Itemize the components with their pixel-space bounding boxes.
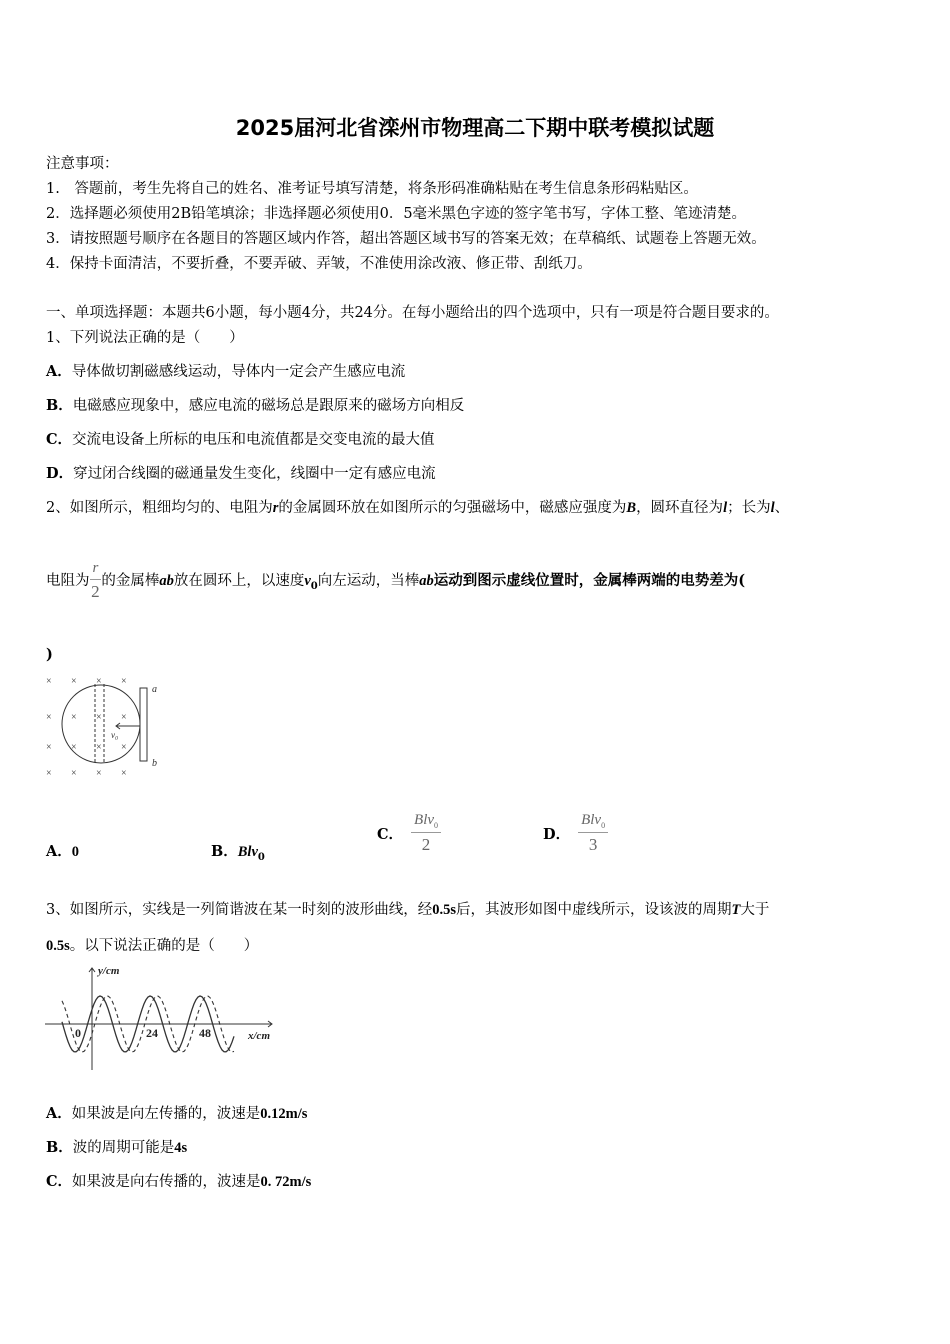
q3-value: 0.5s xyxy=(46,938,70,954)
q2-var-ab: ab xyxy=(159,573,174,589)
q3-option-a xyxy=(46,1102,307,1123)
option-text: 穿过闭合线圈的磁通量发生变化，线圈中一定有感应电流 xyxy=(73,466,436,482)
metal-rod xyxy=(140,688,147,761)
q3-text: 3、如图所示，实线是一列简谐波在某一时刻的波形曲线，经 xyxy=(46,902,433,918)
q2-var-l: l xyxy=(723,500,728,516)
q2-text: 运动到图示虚线位置时，金属棒两端的电势差为( xyxy=(433,572,746,589)
option-text: 导体做切割磁感线运动，导体内一定会产生感应电流 xyxy=(71,364,406,380)
option-letter: D． xyxy=(543,826,571,843)
q2-var-v-sub: 0 xyxy=(310,580,318,592)
q1-option-c xyxy=(46,428,435,449)
fraction-numerator: r xyxy=(90,560,102,580)
label-b: b xyxy=(152,758,157,769)
section-heading: 一、单项选择题：本题共6小题，每小题4分，共24分。在每小题给出的四个选项中，只有一项是符合题目要求的。 xyxy=(46,305,779,321)
notice-item-3: 3．请按照题号顺序在各题目的答题区域内作答，超出答题区域书写的答案无效；在草稿纸、试题卷上答题无效。 xyxy=(46,231,766,247)
q2-var-r: r xyxy=(272,500,279,516)
svg-text:×: × xyxy=(96,712,102,723)
option-value: 0.12m/s xyxy=(260,1106,308,1122)
label-a: a xyxy=(152,684,157,695)
q3-figure-wave-graph xyxy=(40,960,285,1075)
svg-text:×: × xyxy=(46,768,52,779)
svg-text:×: × xyxy=(96,676,102,687)
option-letter: B． xyxy=(46,1139,73,1156)
option-text: 交流电设备上所标的电压和电流值都是交变电流的最大值 xyxy=(72,432,435,448)
x-axis-label: x/cm xyxy=(248,1030,270,1042)
notice-item-4: 4．保持卡面清洁，不要折叠，不要弄破、弄皱，不准使用涂改液、修正带、刮纸刀。 xyxy=(46,256,592,272)
fraction-numerator: Blv xyxy=(414,812,435,828)
page-title: 2025届河北省滦州市物理高二下期中联考模拟试题 xyxy=(235,116,715,140)
fraction-numerator: Blv xyxy=(581,812,602,828)
tick-label: 0 xyxy=(75,1026,81,1040)
notice-item-1: 1. 答题前，考生先将自己的姓名、准考证号填写清楚，将条形码准确粘贴在考生信息条形码粘贴区。 xyxy=(46,181,698,197)
q2-option-b xyxy=(211,840,265,863)
q2-var-b: B xyxy=(626,500,637,516)
q1-option-d xyxy=(46,462,436,483)
q2-text: 电阻为 xyxy=(46,573,90,589)
svg-text:×: × xyxy=(46,712,52,723)
q3-option-c xyxy=(46,1170,311,1191)
q2-text: ，圆环直径为 xyxy=(636,500,724,516)
q1-option-a xyxy=(46,360,405,381)
option-value: 0. 72m/s xyxy=(260,1174,312,1190)
q2-text: ；长为 xyxy=(727,500,771,516)
option-letter: C． xyxy=(377,826,404,843)
q2-var-ab: ab xyxy=(419,573,434,589)
option-letter: A． xyxy=(46,363,72,380)
q2-text: 的金属圆环放在如图所示的匀强磁场中，磁感应强度为 xyxy=(278,500,627,516)
numerator-subscript: 0 xyxy=(434,821,439,830)
svg-text:×: × xyxy=(71,676,77,687)
option-letter: C． xyxy=(46,1173,73,1190)
svg-text:×: × xyxy=(71,768,77,779)
option-text: 0 xyxy=(71,844,80,860)
q3-stem-line1 xyxy=(46,898,769,919)
fraction-denominator: 3 xyxy=(588,835,598,854)
svg-text:×: × xyxy=(71,742,77,753)
tick-label: 48 xyxy=(199,1026,211,1040)
notice-heading: 注意事项： xyxy=(46,156,119,172)
q2-text: 放在圆环上，以速度 xyxy=(173,573,305,589)
q3-text: 。以下说法正确的是（ ） xyxy=(69,938,259,954)
option-text: 电磁感应现象中，感应电流的磁场总是跟原来的磁场方向相反 xyxy=(72,398,465,414)
svg-text:×: × xyxy=(121,742,127,753)
svg-text:×: × xyxy=(96,742,102,753)
q2-text: 向左运动，当棒 xyxy=(317,573,420,589)
option-text: Blv xyxy=(237,844,258,860)
q3-var-t: T xyxy=(731,902,741,918)
q2-text: 2、如图所示，粗细均匀的、电阻为 xyxy=(46,500,273,516)
fraction-denominator: 2 xyxy=(91,582,100,601)
tick-label: 24 xyxy=(146,1026,158,1040)
label-v0: v₀ xyxy=(111,730,119,740)
option-fraction xyxy=(578,812,608,855)
q3-option-b xyxy=(46,1136,187,1157)
numerator-subscript: 0 xyxy=(601,821,606,830)
option-letter: D． xyxy=(46,465,74,482)
svg-text:×: × xyxy=(46,676,52,687)
svg-text:×: × xyxy=(71,712,77,723)
q3-text: 大于 xyxy=(740,902,770,918)
option-text: 波的周期可能是 xyxy=(72,1140,175,1156)
q2-text: 、 xyxy=(774,500,790,516)
q3-stem-line2 xyxy=(46,934,258,955)
notice-item-2: 2．选择题必须使用2B铅笔填涂；非选择题必须使用0．5毫米黑色字迹的签字笔书写，字体工整、笔迹清楚。 xyxy=(46,206,747,222)
option-subscript: 0 xyxy=(257,851,265,863)
q2-text: 的金属棒 xyxy=(101,573,160,589)
q2-option-c xyxy=(377,812,441,855)
q2-var-v: v xyxy=(304,573,311,589)
option-letter: B． xyxy=(211,843,238,860)
q2-stem-line3: ) xyxy=(46,646,53,663)
option-fraction xyxy=(411,812,441,855)
option-text: 如果波是向右传播的，波速是 xyxy=(72,1174,261,1190)
magnetic-field-cross-marks xyxy=(46,676,127,779)
q2-figure-ring-in-field xyxy=(40,676,170,782)
option-letter: C． xyxy=(46,431,73,448)
option-text: 如果波是向左传播的，波速是 xyxy=(71,1106,261,1122)
option-value: 4s xyxy=(174,1140,188,1156)
q2-stem-line1 xyxy=(46,496,789,517)
q3-value: 0.5s xyxy=(432,902,457,918)
svg-text:×: × xyxy=(96,768,102,779)
option-letter: A． xyxy=(46,1105,72,1122)
fraction-denominator: 2 xyxy=(421,835,431,854)
q2-fraction-r-over-2 xyxy=(90,560,102,602)
option-letter: B． xyxy=(46,397,73,414)
svg-text:×: × xyxy=(46,742,52,753)
option-letter: A． xyxy=(46,843,72,860)
y-axis-label: y/cm xyxy=(98,965,120,977)
svg-text:×: × xyxy=(121,676,127,687)
q2-option-a xyxy=(46,840,79,861)
q3-text: 后，其波形如图中虚线所示，设该波的周期 xyxy=(456,902,732,918)
q2-option-d xyxy=(543,812,608,855)
q2-var-l: l xyxy=(770,500,775,516)
svg-text:×: × xyxy=(121,768,127,779)
svg-text:×: × xyxy=(121,712,127,723)
q1-stem: 1、下列说法正确的是（ ） xyxy=(46,330,244,346)
q1-option-b xyxy=(46,394,464,415)
q2-stem-line2 xyxy=(46,560,745,602)
